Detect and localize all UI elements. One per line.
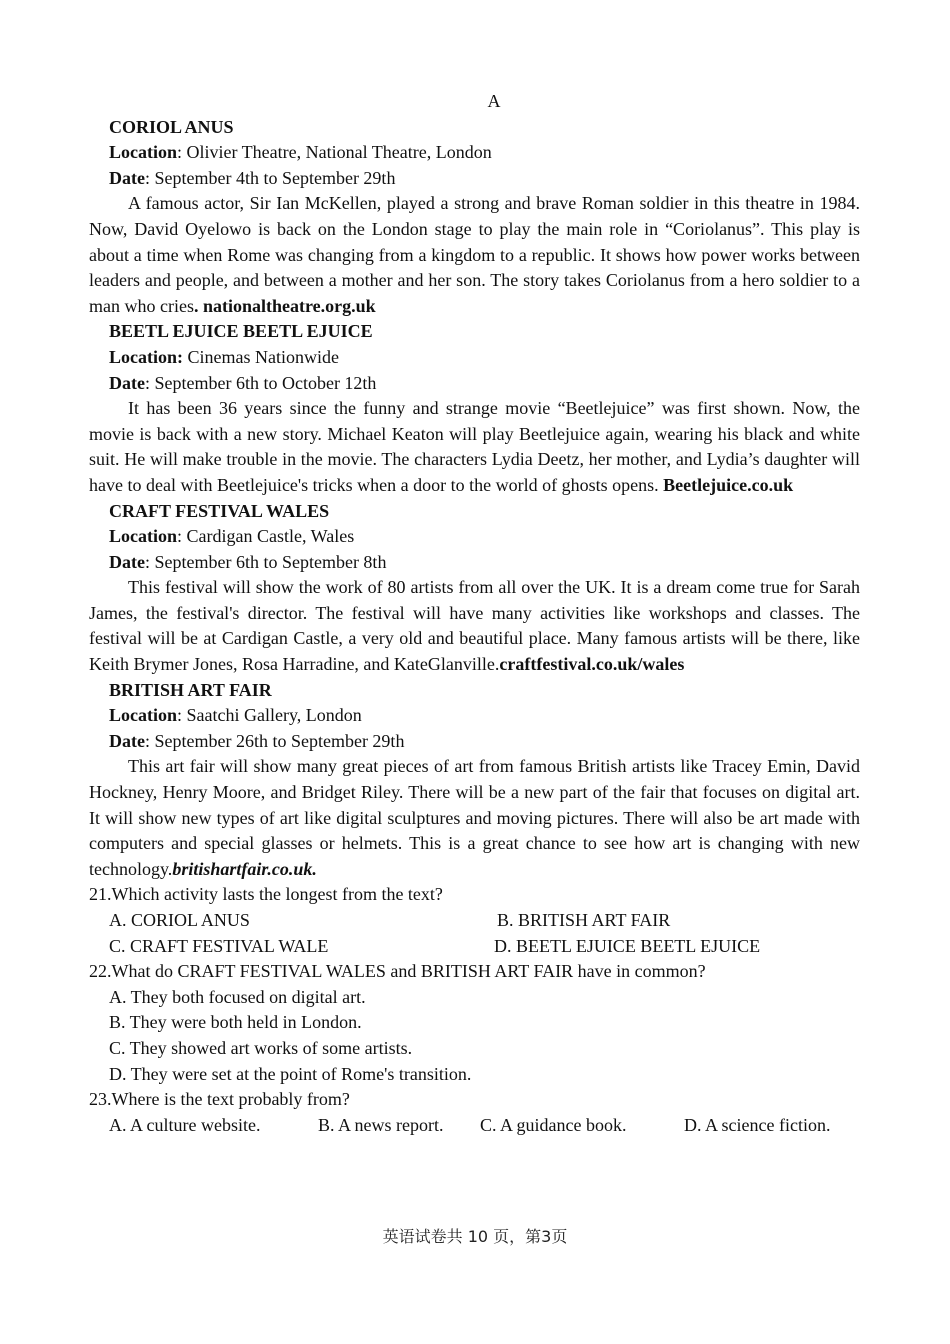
question-22: [89, 959, 860, 1087]
event-location: Location: Cardigan Castle, Wales: [109, 526, 355, 547]
event-date: Date: September 26th to September 29th: [109, 730, 405, 751]
event-location: Location: Olivier Theatre, National Theatre, London: [109, 142, 492, 163]
option-d: D. BEETL EJUICE BEETL EJUICE: [494, 935, 761, 956]
event-location: Location: Saatchi Gallery, London: [109, 705, 362, 726]
options-row: [89, 934, 860, 960]
part-letter: A: [487, 91, 501, 111]
option-d: D. A science fiction.: [684, 1114, 831, 1135]
event-title: BRITISH ART FAIR: [109, 679, 272, 700]
event-description: This festival will show the work of 80 artists from all over the UK. It is a dream come true for Sarah James, the festival's director. The festival will have many activities like workshops and classes. The festival will be at Cardigan Castle, a very old and beautiful place. Many famous artists will be there, like Keith Brymer Jones, Rosa Harradine, and KateGlanville.craftfestival.co.uk/wales: [89, 577, 860, 675]
event-location: Location: Cinemas Nationwide: [109, 346, 339, 367]
event-url: craftfestival.co.uk/wales: [499, 654, 685, 675]
event-url: . nationaltheatre.org.uk: [193, 295, 376, 316]
option-b: B. They were both held in London.: [109, 1012, 362, 1033]
question-text: 21.Which activity lasts the longest from the text?: [89, 884, 443, 905]
options-row: [89, 1113, 860, 1139]
option-c: C. A guidance book.: [480, 1114, 627, 1135]
event-british-art-fair: [89, 678, 860, 883]
event-description: A famous actor, Sir Ian McKellen, played a strong and brave Roman soldier in this theatre in 1984. Now, David Oyelowo is back on the London stage to play the main role in “Coriolanus”. This play is about a time when Rome was changing from a kingdom to a republic. It shows how power works between leaders and people, and between a mother and her son. The story takes Coriolanus from a hero soldier to a man who cries. nationaltheatre.org.uk: [89, 193, 860, 316]
options-row: [89, 908, 860, 934]
question-text: 22.What do CRAFT FESTIVAL WALES and BRITISH ART FAIR have in common?: [89, 961, 706, 982]
option-a: A. CORIOL ANUS: [109, 910, 250, 930]
exam-page: [89, 89, 860, 1138]
question-23: [89, 1087, 860, 1138]
option-b: B. A news report.: [318, 1114, 444, 1135]
option-c: C. CRAFT FESTIVAL WALE: [109, 935, 329, 956]
event-title: CRAFT FESTIVAL WALES: [109, 500, 330, 521]
option-d: D. They were set at the point of Rome's transition.: [109, 1063, 472, 1084]
event-description: This art fair will show many great pieces of art from famous British artists like Tracey Emin, David Hockney, Henry Moore, and Bridget Riley. There will be a new part of the fair that focuses on digital art. It will show new types of art like digital sculptures and moving pictures. There will also be art made with computers and special glasses or helmets. This is a great chance to see how art is changing with new technology.britishartfair.co.uk.: [89, 756, 860, 879]
event-title: BEETL EJUICE BEETL EJUICE: [109, 321, 373, 342]
event-coriolanus: [89, 115, 860, 320]
event-title: CORIOL ANUS: [109, 116, 234, 137]
event-url: Beetlejuice.co.uk: [663, 474, 794, 495]
option-b: B. BRITISH ART FAIR: [497, 910, 671, 930]
event-description: It has been 36 years since the funny and strange movie “Beetlejuice” was first shown. Now, the movie is back with a new story. Michael Keaton will play Beetlejuice again, wearing his black and white suit. He will make trouble in the movie. The characters Lydia Deetz, her mother, and Lydia’s daughter will have to deal with Beetlejuice's tricks when a door to the world of ghosts opens. Beetlejuice.co.uk: [89, 398, 860, 495]
page-footer: 英语试卷共 10 页，第3页: [382, 1227, 568, 1246]
option-a: A. A culture website.: [109, 1114, 261, 1135]
option-c: C. They showed art works of some artists.: [109, 1037, 413, 1058]
option-a: A. They both focused on digital art.: [109, 986, 366, 1007]
event-date: Date: September 6th to October 12th: [109, 372, 377, 393]
event-beetlejuice: [89, 319, 860, 498]
question-21: [89, 882, 860, 959]
question-text: 23.Where is the text probably from?: [89, 1089, 350, 1110]
event-url: britishartfair.co.uk.: [172, 858, 317, 879]
event-date: Date: September 6th to September 8th: [109, 551, 387, 572]
event-date: Date: September 4th to September 29th: [109, 167, 396, 188]
event-craft-festival: [89, 499, 860, 678]
